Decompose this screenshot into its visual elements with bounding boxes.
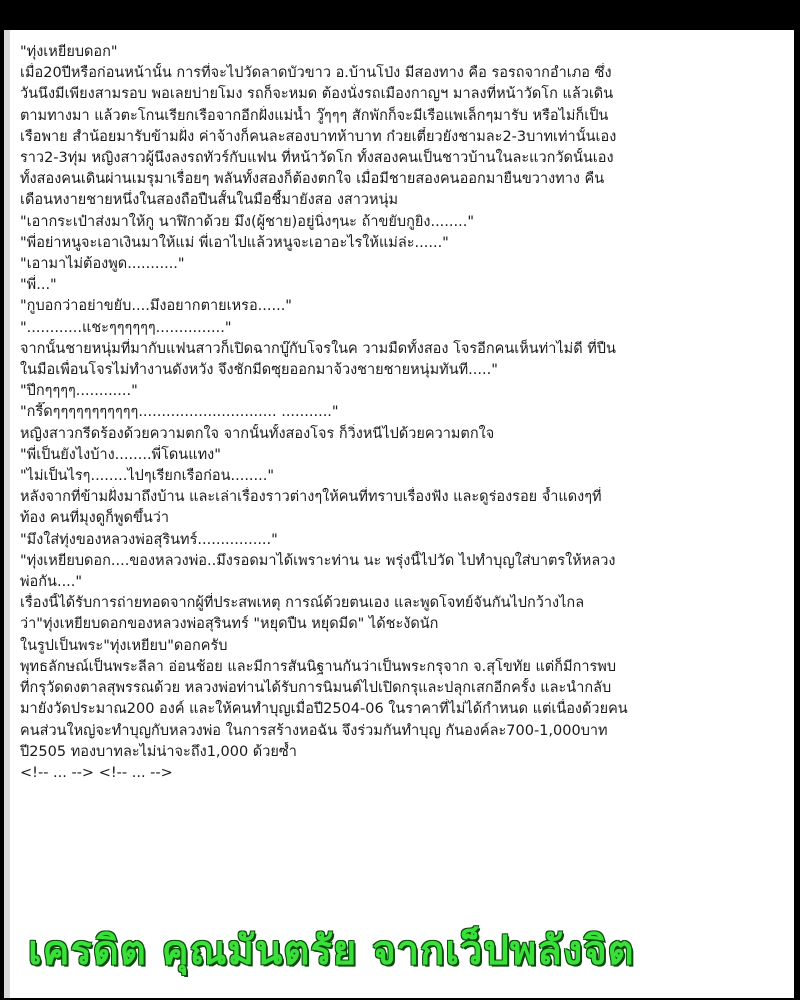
- article-line: ในมือเพื่อนโจรไม่ทำงานดังหวัง จึงชักมีดซุยออกมาจ้วงชายชายหนุ่มทันที.....": [20, 362, 498, 379]
- article-line: "พี่อย่าหนูจะเอาเงินมาให้แม่ พี่เอาไปแล้วหนูจะเอาอะไรให้แม่ล่ะ......": [20, 234, 449, 251]
- article-line: คนส่วนใหญ่จะทำบุญกับหลวงพ่อ ในการสร้างหอฉัน จึงร่วมกันทำบุญ กันองค์ละ700-1,000บาท: [20, 722, 608, 739]
- article-line: หลังจากที่ข้ามฝั่งมาถึงบ้าน และเล่าเรื่องราวต่างๆให้คนที่ทราบเรื่องฟัง และดูร่องรอย จ้ำแดงๆที่: [20, 489, 602, 506]
- article-line: <!-- ... --> <!-- ... -->: [20, 764, 173, 781]
- article-line: ตามทางมา แล้วตะโกนเรียกเรือจากอีกฝั่งแม่น้ำ วู๊ๆๆๆ สักพักก็จะมีเรือแพเล็กๆมารับ หรือไม่ก็เป็น: [20, 107, 609, 124]
- article-line: เรือพาย สำน้อยมารับข้ามฝั่ง ค่าจ้างก็คนละสองบาทห้าบาท ก๋วยเตี๋ยวยังชามละ2-3บาทเท่านั้นเอง: [20, 128, 617, 145]
- article-line: หญิงสาวกรีดร้องด้วยความตกใจ จากนั้นทั้งสองโจร ก็วิ่งหนีไปด้วยความตกใจ: [20, 425, 495, 442]
- article-line: "พี่...": [20, 277, 57, 294]
- article-line: "กูบอกว่าอย่าขยับ....มึงอยากตายเหรอ......": [20, 298, 292, 315]
- article-line: "ปึกๆๆๆๆ............": [20, 383, 138, 400]
- article-line: "............แชะๆๆๆๆๆๆ...............": [20, 319, 232, 336]
- article-line: พ่อกัน....": [20, 574, 83, 591]
- article-line: ราว2-3ทุ่ม หญิงสาวผู้นึงลงรถทัวร์กับแฟน ที่หน้าวัดโก ทั้งสองคนเป็นชาวบ้านในละแวกวัดนั้นเอง: [20, 150, 614, 167]
- credit-watermark: เครดิต คุณมันตรัย จากเว็ปพลังจิต: [28, 928, 635, 974]
- article-line: "ทุ่งเหยียบดอก....ของหลวงพ่อ..มึงรอดมาได้เพราะท่าน นะ พรุ่งนี้ไปวัด ไปทำบุญใส่บาตรให้หลวง: [20, 552, 616, 569]
- article-line: "พี่เป็นยังไงบ้าง........พี่โดนแทง": [20, 446, 221, 463]
- article-line: "เอากระเป๋าส่งมาให้กู นาฬิกาด้วย มึง(ผู้ชาย)อยู่นิ่งๆนะ ถ้าขยับกูยิง........": [20, 213, 474, 230]
- article-line: ปี2505 ทองบาทละไม่น่าจะถึง1,000 ด้วยซ้ำ: [20, 743, 297, 760]
- post-body: [20, 42, 790, 784]
- article-line: เมื่อ20ปีหรือก่อนหน้านั้น การที่จะไปวัดลาดบัวขาว อ.บ้านโป่ง มีสองทาง คือ รอรถจากอำเภอ ซึ่ง: [20, 65, 612, 82]
- post-panel: [4, 30, 794, 998]
- article-line: ว่า"ทุ่งเหยียบดอกของหลวงพ่อสุรินทร์ "หยุดปืน หยุดมีด" ได้ชะงัดนัก: [20, 616, 439, 633]
- article-line: ในรูปเป็นพระ"ทุ่งเหยียบ"ดอกครับ: [20, 637, 228, 654]
- article-line: ที่กรุวัดดงตาลสุพรรณด้วย หลวงพ่อท่านได้รับการนิมนต์ไปเปิดกรุและปลุกเสกอีกครั้ง และนำกลับ: [20, 680, 612, 697]
- article-line: "ทุ่งเหยียบดอก": [20, 44, 118, 60]
- article-line: ท้อง คนที่มุงดูก็พูดขึ้นว่า: [20, 510, 170, 527]
- article-line: วันนึงมีเพียงสามรอบ พอเลยบ่ายโมง รถก็จะหมด ต้องนั่งรถเมืองกาญฯ มาลงที่หน้าวัดโก แล้วเดิน: [20, 86, 614, 103]
- article-line: ทั้งสองคนเดินผ่านเมรุมาเรื่อยๆ พลันทั้งสองก็ต้องตกใจ เมื่อมีชายสองคนออกมายืนขวางทาง คืน: [20, 171, 605, 188]
- article-line: จากนั้นชายหนุ่มที่มากับแฟนสาวก็เปิดฉากบู๊กับโจรในค วามมืดทั้งสอง โจรอีกคนเห็นท่าไม่ดี ที่ปืน: [20, 340, 616, 357]
- article-line: "ไม่เป็นไรๆ........ไปๆเรียกเรือก่อน........": [20, 468, 275, 485]
- article-line: "กรี๊ดๆๆๆๆๆๆๆๆๆๆๆ.............................. ...........": [20, 404, 339, 421]
- article-line: เดือนหงายชายหนึ่งในสองถือปืนสั้นในมือชี้มายังสอ งสาวหนุ่ม: [20, 192, 399, 209]
- article-line: "มึงใส่ทุ่งของหลวงพ่อสุรินทร์................": [20, 531, 278, 548]
- article-line: มายังวัดประมาณ200 องค์ และให้คนทำบุญเมื่อปี2504-06 ในราคาที่ไม่ได้กำหนด แต่เนื่องด้วยคน: [20, 701, 628, 718]
- article-line: พุทธลักษณ์เป็นพระลีลา อ่อนช้อย และมีการสันนิฐานกันว่าเป็นพระกรุจาก จ.สุโขทัย แต่ก็มีการพบ: [20, 658, 617, 675]
- article-line: เรื่องนี้ได้รับการถ่ายทอดจากผู้ที่ประสพเหตุ การณ์ด้วยตนเอง และพูดโจทย์จันกันไปกว้างไกล: [20, 595, 585, 612]
- article-line: "เอามาไม่ต้องพูด...........": [20, 256, 185, 273]
